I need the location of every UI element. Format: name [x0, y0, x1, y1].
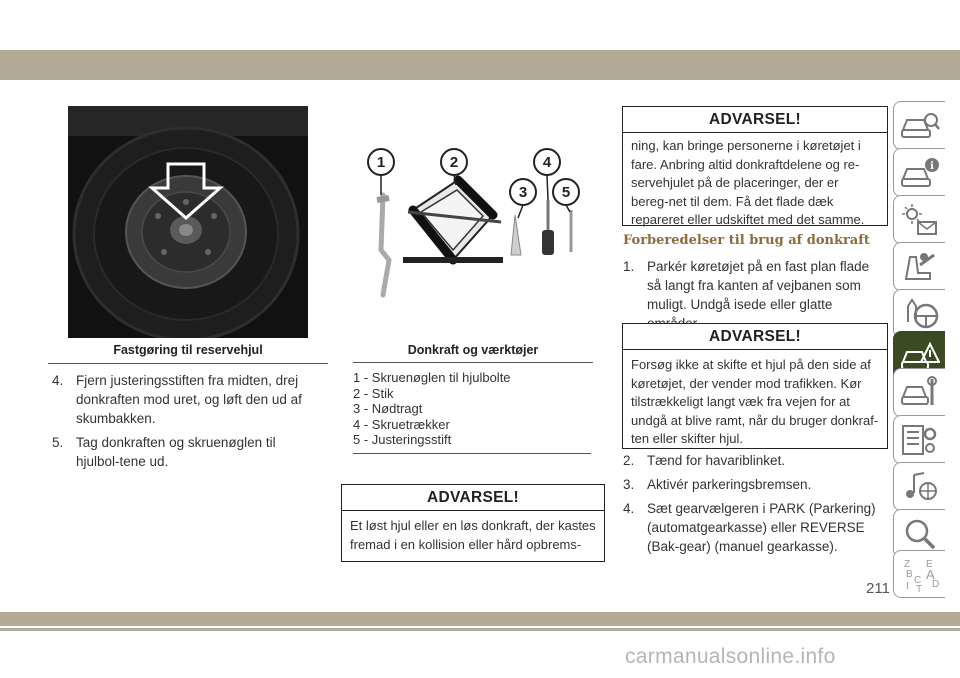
watermark: carmanualsonline.info	[625, 645, 836, 668]
diagram-label-5: 5	[561, 184, 571, 201]
bottom-line	[0, 628, 960, 631]
list-gears-icon	[900, 422, 940, 458]
tab-dashboard-lights[interactable]	[893, 195, 945, 244]
jack-tools-diagram	[353, 140, 593, 340]
list-item: 4. Fjern justeringsstiften fra midten, drej donkraften mod uret, og løft den ud af skumbakken.	[52, 373, 302, 426]
svg-text:D: D	[932, 579, 940, 590]
tab-music-nav[interactable]	[893, 462, 945, 511]
car-wrench-icon	[900, 375, 940, 411]
diagram-label-2: 2	[449, 154, 459, 171]
svg-text:A: A	[926, 567, 935, 582]
bottom-band	[0, 612, 960, 626]
diagram-label-3: 3	[518, 184, 528, 201]
search-magnify-icon	[900, 516, 940, 552]
legend-item: 1 - Skruenøglen til hjulbolte	[353, 370, 511, 385]
warning-box-2	[622, 106, 888, 226]
warning-text: Et løst hjul eller en løs donkraft, der kastes fremad i en kollision eller hård opbrems-	[350, 518, 596, 552]
list-item: 3. Aktivér parkeringsbremsen.	[623, 477, 812, 492]
top-band	[0, 50, 960, 80]
jack-tools-caption: Donkraft og værktøjer	[407, 343, 539, 357]
warning-title: ADVARSEL!	[623, 324, 887, 350]
legend-divider	[353, 453, 591, 454]
right-steps-list-b	[623, 451, 887, 561]
section-heading: Forberedelser til brug af donkraft	[623, 233, 870, 248]
legend-item: 3 - Nødtragt	[353, 401, 423, 416]
list-item: 5. Tag donkraften og skruenøglen til hjulbol-tene ud.	[52, 435, 276, 469]
tools-legend	[353, 370, 511, 448]
car-magnify-icon	[900, 108, 940, 144]
airbag-seat-icon	[900, 249, 940, 285]
warning-text: Forsøg ikke at skifte et hjul på den side af køretøjet, der vender mod trafikken. Kør tilstrækkeligt langt væk fra vejen for at undgå at blive ramt, når du bruger donkraf-ten eller skifter hjul.	[631, 357, 879, 446]
caption-divider-mid	[353, 362, 593, 363]
svg-text:B: B	[906, 569, 913, 580]
warning-text: ning, kan bringe personerne i køretøjet i fare. Anbring altid donkraftdelene og re-servehjulet på de placeringer, der er bereg-net til dem. Få det flade dæk repareret eller udskiftet med det samme.	[631, 138, 865, 227]
svg-text:Z: Z	[904, 559, 911, 570]
svg-text:I: I	[906, 581, 909, 592]
tab-airbag-seat[interactable]	[893, 242, 945, 291]
list-item: 4. Sæt gearvælgeren i PARK (Parkering) (automatgearkasse) eller REVERSE (Bak-gear) (manuel gearkasse).	[623, 501, 876, 554]
diagram-label-4: 4	[542, 154, 552, 171]
legend-item: 2 - Stik	[353, 385, 394, 401]
warning-box-3	[622, 323, 888, 449]
page-number: 211	[866, 580, 890, 597]
music-nav-icon	[900, 469, 940, 505]
warning-box-1	[341, 484, 605, 562]
list-item: 1. Parkér køretøjet på en fast plan flade så langt fra kanten af vejbanen som muligt. Undgå isede eller glatte	[623, 259, 870, 312]
diagram-label-1: 1	[376, 154, 386, 171]
tab-car-info[interactable]	[893, 148, 945, 197]
svg-text:C: C	[914, 575, 922, 586]
car-info-icon	[900, 155, 940, 191]
legend-item: 4 - Skruetrækker	[353, 416, 450, 432]
warning-title: ADVARSEL!	[342, 485, 604, 511]
left-steps-list	[52, 371, 322, 476]
spare-wheel-photo	[68, 106, 308, 338]
caption-divider-left	[48, 363, 328, 364]
index-letters-icon	[900, 557, 940, 593]
list-item: 2. Tænd for havariblinket.	[623, 453, 786, 468]
steering-wheel-icon	[900, 296, 940, 332]
tab-list-gears[interactable]	[893, 415, 945, 464]
svg-text:E: E	[926, 559, 933, 570]
spare-wheel-caption: Fastgøring til reservehjul	[113, 343, 263, 357]
warning-title: ADVARSEL!	[623, 107, 887, 133]
tab-car-magnify[interactable]	[893, 101, 945, 150]
svg-text:i: i	[930, 161, 934, 172]
tab-index[interactable]	[893, 550, 945, 598]
svg-text:T: T	[916, 584, 923, 593]
tab-car-wrench[interactable]	[893, 368, 945, 417]
dashboard-lights-icon	[900, 202, 940, 238]
legend-item: 5 - Justeringsstift	[353, 432, 452, 447]
